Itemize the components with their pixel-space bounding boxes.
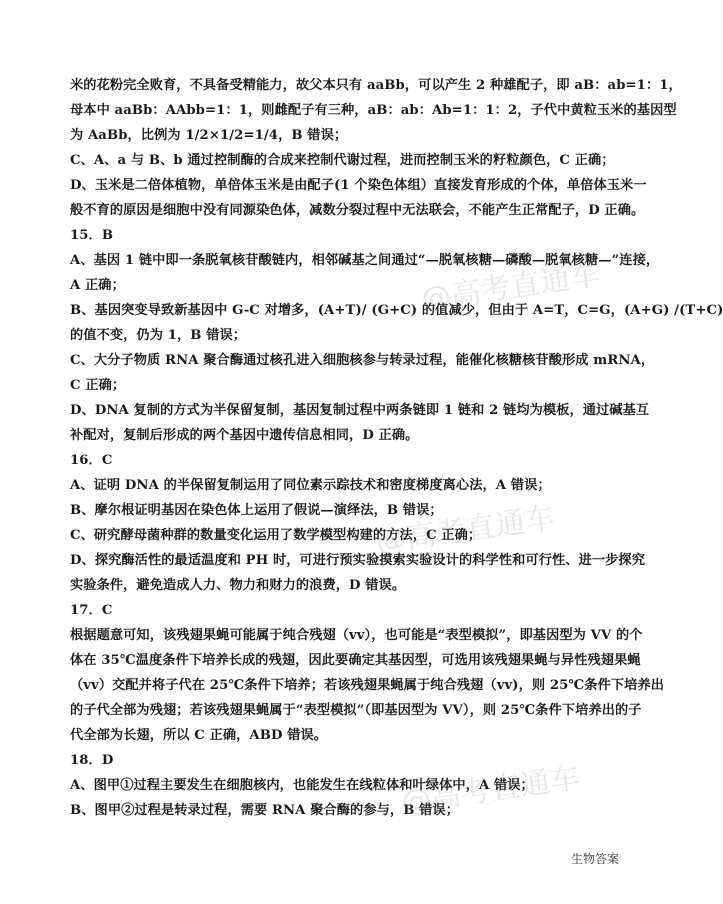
text-line: D、DNA 复制的方式为半保留复制，基因复制过程中两条链即 1 链和 2 链均为模板，通过碱基互: [70, 403, 650, 418]
text-line: C、A、a 与 B、b 通过控制酶的合成来控制代谢过程，进而控制玉米的籽粒颜色，C 正确；: [70, 153, 615, 168]
watermark: @高考直通车: [373, 500, 558, 561]
text-line: B、图甲②过程是转录过程，需要 RNA 聚合酶的参与，B 错误；: [70, 803, 460, 818]
text-line: 实验条件，避免造成人力、物力和财力的浪费，D 错误。: [70, 578, 406, 593]
watermark: @高考直通车: [398, 760, 583, 821]
watermark: @高考直通车: [418, 257, 603, 318]
question-number: 15．B: [70, 228, 114, 243]
text-line: D、探究酶活性的最适温度和 PH 时，可进行预实验摸索实验设计的科学性和可行性、进一步探究: [70, 553, 645, 568]
text-line: 体在 35℃温度条件下培养长成的残翅，因此要确定其基因型，可选用该残翅果蝇与异性残翅果蝇: [70, 653, 641, 668]
text-line: （vv）交配并将子代在 25℃条件下培养；若该残翅果蝇属于纯合残翅（vv)，则 25℃条件下培养出: [70, 678, 665, 693]
text-line: C、研究酵母菌种群的数量变化运用了数学模型构建的方法，C 正确；: [70, 528, 482, 543]
text-line: 补配对，复制后形成的两个基因中遗传信息相同，D 正确。: [70, 428, 419, 443]
text-line: 米的花粉完全败育，不具备受精能力，故父本只有 aaBb，可以产生 2 种雄配子，即 aB：ab=1：1，: [70, 78, 682, 93]
text-line: 母本中 aaBb：AAbb=1：1，则雌配子有三种，aB：ab：Ab=1：1：2，子代中黄粒玉米的基因型: [70, 103, 677, 118]
question-number: 18．D: [70, 753, 114, 768]
text-line: C、大分子物质 RNA 聚合酶通过核孔进入细胞核参与转录过程，能催化核糖核苷酸形成 mRNA，: [70, 353, 655, 368]
text-line: A 正确；: [70, 278, 125, 293]
text-line: 代全部为长翅，所以 C 正确，ABD 错误。: [70, 728, 328, 743]
text-line: A、基因 1 链中即一条脱氧核苷酸链内，相邻碱基之间通过“—脱氧核糖—磷酸—脱氧核糖—”连接，: [70, 253, 660, 268]
question-number: 17．C: [70, 603, 113, 618]
text-line: 为 AaBb，比例为 1/2×1/2=1/4，B 错误；: [70, 128, 348, 143]
text-line: 根据题意可知，该残翅果蝇可能属于纯合残翅（vv），也可能是“表型模拟”，即基因型为 VV 的个: [70, 628, 643, 643]
text-line: 的子代全部为残翅；若该残翅果蝇属于“表型模拟”（即基因型为 VV），则 25℃条件下培养出的子: [70, 703, 642, 718]
text-line: B、摩尔根证明基因在染色体上运用了假说—演绎法，B 错误；: [70, 503, 443, 518]
text-line: C 正确；: [70, 378, 126, 393]
text-line: A、证明 DNA 的半保留复制运用了同位素示踪技术和密度梯度离心法，A 错误；: [70, 478, 551, 493]
text-line: D、玉米是二倍体植物，单倍体玉米是由配子(1 个染色体组）直接发育形成的个体，单倍体玉米一: [70, 178, 647, 193]
question-number: 16．C: [70, 453, 113, 468]
text-line: 的值不变，仍为 1，B 错误；: [70, 328, 247, 343]
text-line: A、图甲①过程主要发生在细胞核内，也能发生在线粒体和叶绿体中，A 错误；: [70, 778, 534, 793]
text-line: B、基因突变导致新基因中 G-C 对增多，(A+T)/ (G+C) 的值减少，但由于 A=T，C=G，(A+G) /(T+C): [70, 303, 723, 318]
text-line: 般不育的原因是细胞中没有同源染色体，减数分裂过程中无法联会，不能产生正常配子，D 正确。: [70, 203, 645, 218]
page-footer-label: 生物答案: [570, 852, 619, 866]
